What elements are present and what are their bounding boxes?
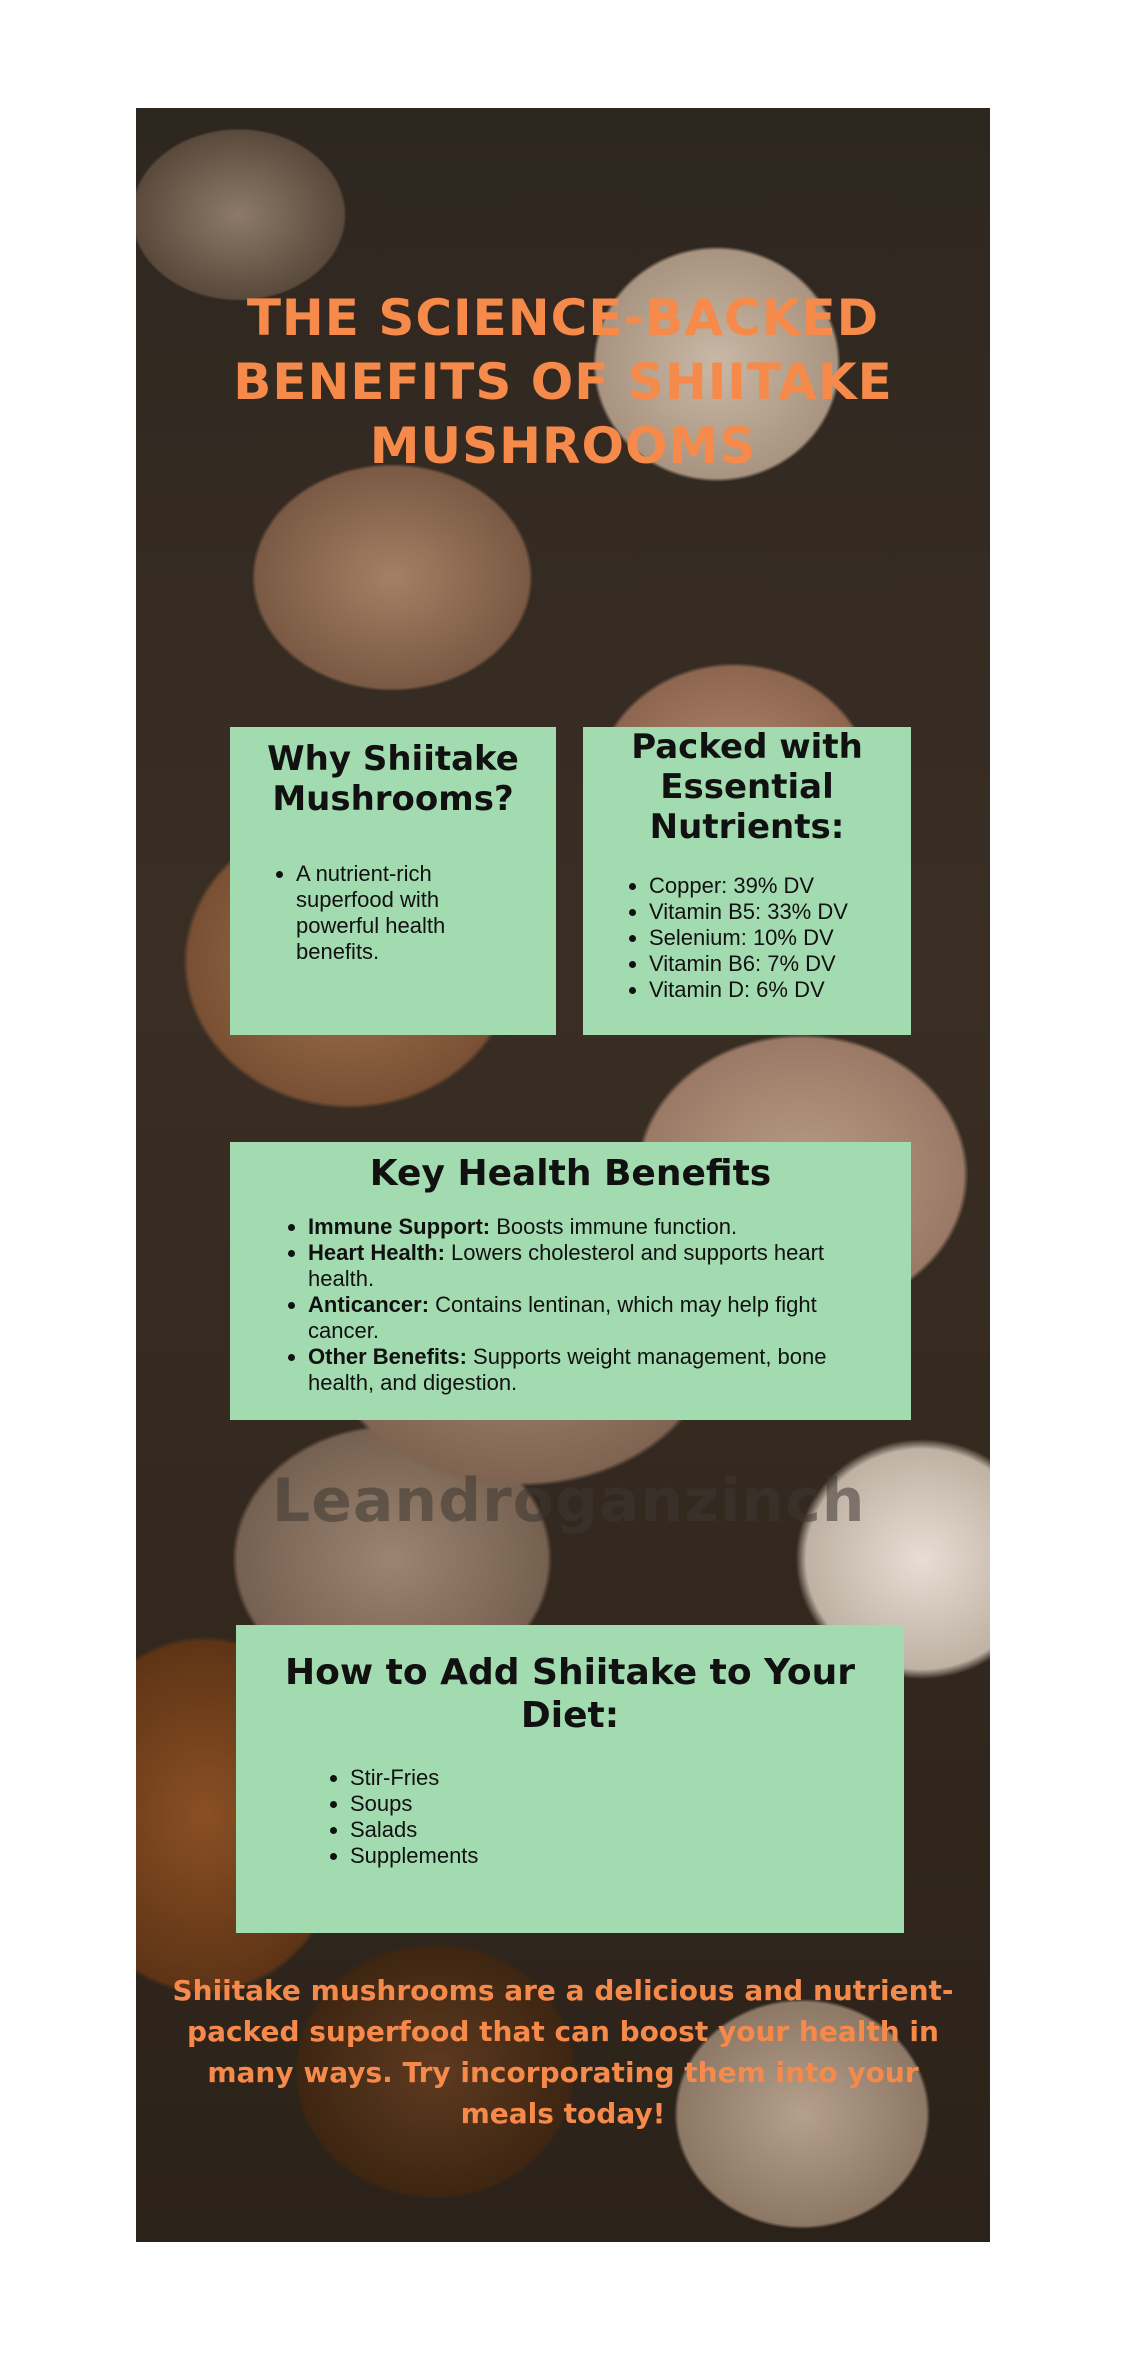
benefit-label: Heart Health:: [308, 1240, 445, 1265]
infographic-poster: [136, 108, 990, 2242]
title-line: THE SCIENCE-BACKED: [246, 289, 880, 347]
nutrients-heading: Packed with Essential Nutrients:: [631, 727, 863, 847]
benefit-text: Supports weight management, bone health, and digestion.: [308, 1344, 827, 1395]
benefit-label: Anticancer:: [308, 1292, 430, 1317]
health-benefits-heading: Key Health Benefits: [369, 1153, 772, 1194]
list-item: • Copper: 39% DV: [649, 873, 911, 899]
list-item: [308, 1292, 851, 1344]
list-item: • Salads: [350, 1817, 904, 1843]
closing-text: Shiitake mushrooms are a delicious and nutrient-packed superfood that can boost your health in many ways. Try incorporating them into your meals today!: [172, 1974, 954, 2130]
title-line: BENEFITS OF SHIITAKE: [233, 353, 893, 411]
poster-title: [136, 286, 990, 478]
benefit-text: Contains lentinan, which may help fight cancer.: [308, 1292, 817, 1343]
health-benefits-card: [230, 1142, 911, 1420]
why-shiitake-heading: Why Shiitake Mushrooms?: [267, 739, 519, 819]
benefit-text: Boosts immune function.: [490, 1214, 738, 1239]
list-item: [308, 1214, 851, 1240]
benefit-label: Immune Support:: [308, 1214, 491, 1239]
title-line: MUSHROOMS: [369, 417, 757, 475]
list-item: • Vitamin B6: 7% DV: [649, 951, 911, 977]
why-shiitake-card: [230, 727, 556, 1035]
list-item: [308, 1240, 851, 1292]
diet-heading: How to Add Shiitake to Your Diet:: [284, 1652, 856, 1736]
nutrients-card: [583, 727, 911, 1035]
watermark-text: Leandroganzinch: [272, 1466, 866, 1536]
benefit-label: Other Benefits:: [308, 1344, 467, 1369]
list-item: • Selenium: 10% DV: [649, 925, 911, 951]
health-benefits-list: [282, 1214, 851, 1396]
diet-card: [236, 1625, 904, 1933]
list-item: • Vitamin D: 6% DV: [649, 977, 911, 1003]
list-item: • Vitamin B5: 33% DV: [649, 899, 911, 925]
why-shiitake-list: [270, 861, 516, 965]
list-item: • Stir-Fries: [350, 1765, 904, 1791]
list-item: [308, 1344, 851, 1396]
list-item: • A nutrient-rich superfood with powerful health benefits.: [296, 861, 516, 965]
list-item: • Soups: [350, 1791, 904, 1817]
diet-list: [324, 1765, 904, 1869]
list-item: • Supplements: [350, 1843, 904, 1869]
benefit-text: Lowers cholesterol and supports heart health.: [308, 1240, 825, 1291]
nutrients-list: [623, 873, 911, 1003]
